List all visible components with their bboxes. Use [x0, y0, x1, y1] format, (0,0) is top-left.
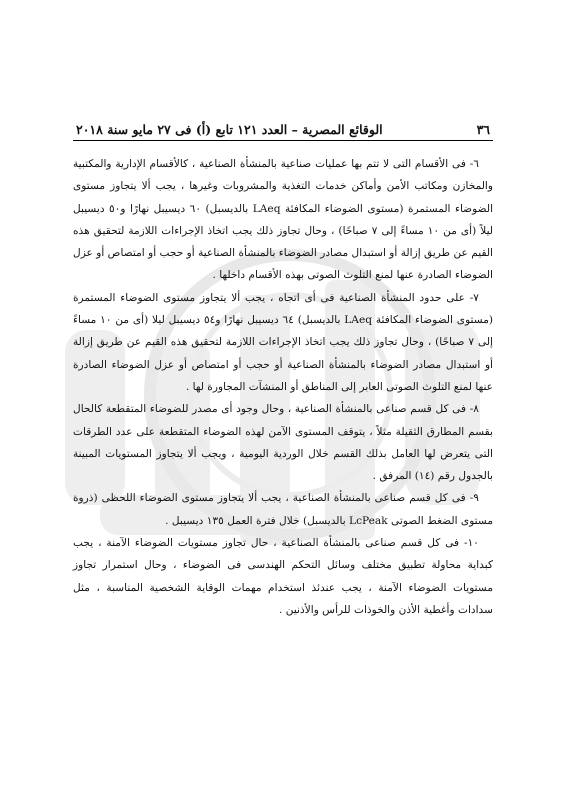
- paragraph-item-7: ٧- على حدود المنشأة الصناعية فى أى اتجاه ، يجب ألا يتجاوز مستوى الضوضاء المستمرة (مستوى الضوضاء المكافئة LAeq بالديسبل) ٦٤ ديسيبل نهارًا و٥٤ ديسيبل ليلا (أى من ١٠ مساءً إلى ٧ صباحًا) ، وحال تجاوز ذلك يجب اتخاذ الإجراءات اللازمة لتحقيق هذه القيم عن طريق إزالة أو استبدال مصادر الضوضاء بالمنشأة الصناعية أو حجب أو امتصاص أو عزل الضوضاء الصادرة عنها لمنع التلوث الصوتى العابر إلى المناطق أو المنشآت المجاورة لها .: [73, 291, 494, 393]
- paragraph-item-8: ٨- فى كل قسم صناعى بالمنشأة الصناعية ، وحال وجود أى مصدر للضوضاء المتقطعة كالحال بقسم المطارق الثقيلة مثلاً ، يتوقف المستوى الآمن لهذه الضوضاء المتقطعة على عدد الطرقات التى يتعرض لها العامل بذلك القسم خلال الوردية اليومية ، ويجب ألا يتجاوز المستويات المبينة بالجدول رقم (١٤) المرفق .: [73, 403, 493, 483]
- gazette-title: الوقائع المصرية – العدد ١٢١ تابع (أ) فى ٢٧ مايو سنة ٢٠١٨: [76, 122, 383, 137]
- page-number: ٣٦: [476, 122, 490, 137]
- paragraph-item-6: ٦- فى الأقسام التى لا تتم بها عمليات صناعية بالمنشأة الصناعية ، كالأقسام الإدارية والمكتبية والمخازن ومكاتب الأمن وأماكن خدمات التغذية والمشروبات وغيرها ، يجب ألا يتجاوز مستوى الضوضاء المستمرة (مستوى الضوضاء المكافئة LAeq بالديسبل) ٦٠ ديسيبل نهارًا و٥٠ ديسيبل ليلاً (أى من ١٠ مساءً إلى ٧ صباحًا) ، وحال تجاوز ذلك يجب اتخاذ الإجراءات اللازمة لتحقيق هذه القيم عن طريق إزالة أو استبدال مصادر الضوضاء بالمنشأة الصناعية أو حجب أو امتصاص أو عزل الضوضاء الصادرة عنها لمنع التلوث الصوتى بهذه الأقسام داخلها .: [73, 158, 494, 282]
- document-page: [73, 122, 493, 621]
- paragraph-item-9: ٩- فى كل قسم صناعى بالمنشأة الصناعية ، يجب ألا يتجاوز مستوى الضوضاء اللحظى (ذروة مستوى الضغط الصوتى LcPeak بالديسبل) خلال فترة العمل ١٣٥ ديسيبل .: [73, 492, 493, 527]
- body-text: [73, 153, 493, 621]
- paragraph-item-10: ١٠- فى كل قسم صناعى بالمنشأة الصناعية ، حال تجاوز مستويات الضوضاء الآمنة ، يجب كبداية محاولة تطبيق مختلف وسائل التحكم الهندسى فى الضوضاء ، وحال استمرار تجاوز مستويات الضوضاء الآمنة ، يجب عندئذ استخدام مهمات الوقاية الشخصية المناسبة ، مثل سدادات وأغطية الأذن والخوذات للرأس والأذنين .: [73, 537, 493, 616]
- page-header: [73, 122, 493, 141]
